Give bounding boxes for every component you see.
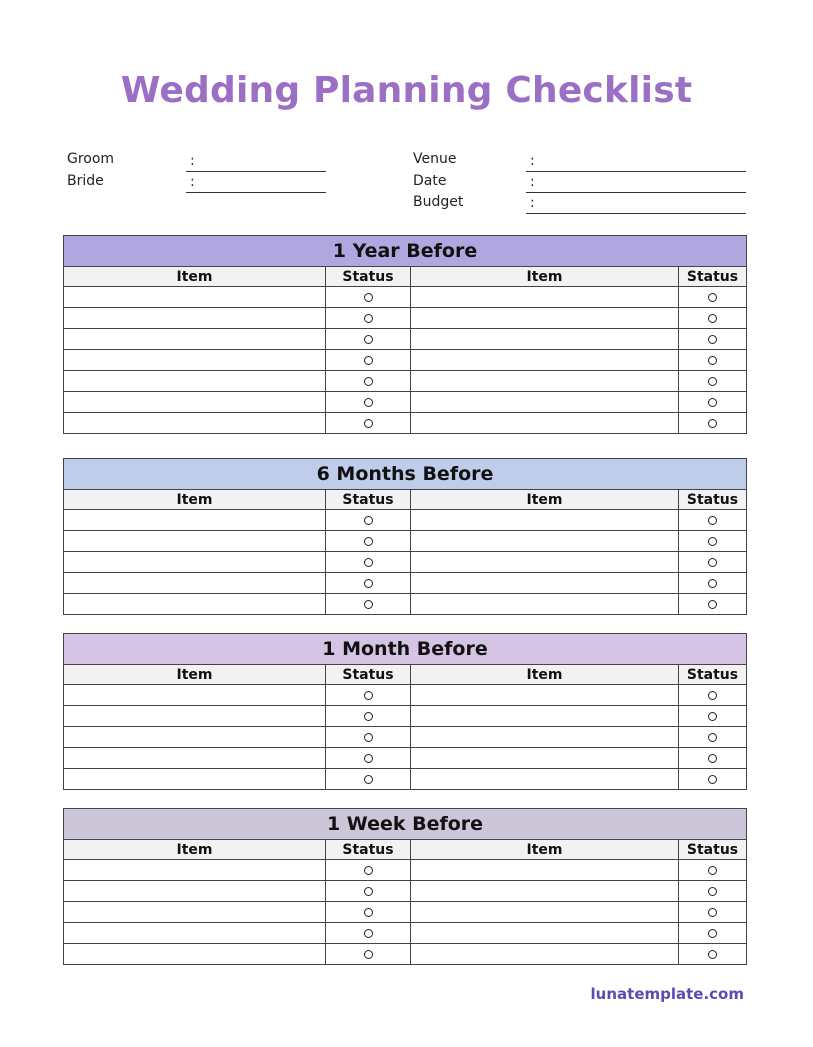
item-cell[interactable] [411, 308, 679, 329]
status-column-header: Status [679, 840, 747, 860]
status-cell[interactable] [679, 769, 747, 790]
table-row [64, 860, 747, 881]
section-1-month-before [63, 633, 746, 790]
status-circle-icon[interactable] [364, 579, 373, 588]
venue-label: Venue [413, 151, 457, 167]
status-circle-icon[interactable] [708, 377, 717, 386]
checklist-table [63, 633, 747, 790]
status-cell[interactable] [679, 308, 747, 329]
section-title: 6 Months Before [64, 459, 747, 490]
status-circle-icon[interactable] [708, 419, 717, 428]
status-cell[interactable] [679, 902, 747, 923]
status-circle-icon[interactable] [708, 314, 717, 323]
status-circle-icon[interactable] [708, 600, 717, 609]
table-row [64, 413, 747, 434]
status-circle-icon[interactable] [708, 950, 717, 959]
date-field[interactable] [526, 173, 746, 193]
status-cell[interactable] [679, 413, 747, 434]
status-column-header: Status [679, 665, 747, 685]
status-cell[interactable] [679, 748, 747, 769]
status-cell[interactable] [679, 860, 747, 881]
item-cell[interactable] [411, 881, 679, 902]
status-cell[interactable] [679, 510, 747, 531]
status-cell[interactable] [679, 552, 747, 573]
status-cell[interactable] [679, 329, 747, 350]
status-circle-icon[interactable] [708, 733, 717, 742]
item-column-header: Item [411, 665, 679, 685]
table-row [64, 510, 747, 531]
table-row [64, 594, 747, 615]
item-cell[interactable] [411, 287, 679, 308]
item-cell[interactable] [411, 413, 679, 434]
status-circle-icon[interactable] [364, 775, 373, 784]
table-row [64, 329, 747, 350]
item-cell[interactable] [64, 902, 326, 923]
item-column-header: Item [64, 665, 326, 685]
table-row [64, 531, 747, 552]
groom-field[interactable] [186, 152, 326, 172]
item-cell[interactable] [411, 573, 679, 594]
status-cell[interactable] [679, 923, 747, 944]
status-cell[interactable] [679, 531, 747, 552]
status-circle-icon[interactable] [708, 929, 717, 938]
status-cell[interactable] [679, 573, 747, 594]
status-circle-icon[interactable] [708, 579, 717, 588]
status-circle-icon[interactable] [364, 712, 373, 721]
status-cell[interactable] [326, 860, 411, 881]
item-cell[interactable] [64, 881, 326, 902]
status-circle-icon[interactable] [364, 733, 373, 742]
table-row [64, 573, 747, 594]
table-row [64, 727, 747, 748]
item-cell[interactable] [64, 510, 326, 531]
status-cell[interactable] [679, 685, 747, 706]
groom-colon: : [190, 153, 195, 169]
status-cell[interactable] [326, 392, 411, 413]
item-cell[interactable] [64, 371, 326, 392]
status-cell[interactable] [326, 944, 411, 965]
status-cell[interactable] [326, 573, 411, 594]
item-cell[interactable] [64, 748, 326, 769]
status-cell[interactable] [326, 350, 411, 371]
status-circle-icon[interactable] [364, 691, 373, 700]
groom-label: Groom [67, 151, 115, 167]
checklist-table [63, 808, 747, 965]
status-circle-icon[interactable] [364, 516, 373, 525]
item-cell[interactable] [64, 308, 326, 329]
item-cell[interactable] [64, 413, 326, 434]
item-cell[interactable] [411, 392, 679, 413]
item-cell[interactable] [64, 594, 326, 615]
status-cell[interactable] [326, 769, 411, 790]
status-column-header: Status [326, 840, 411, 860]
table-row [64, 287, 747, 308]
status-cell[interactable] [326, 371, 411, 392]
status-cell[interactable] [679, 594, 747, 615]
bride-colon: : [190, 174, 195, 190]
status-cell[interactable] [326, 552, 411, 573]
status-circle-icon[interactable] [364, 908, 373, 917]
status-cell[interactable] [679, 881, 747, 902]
status-circle-icon[interactable] [364, 754, 373, 763]
status-column-header: Status [679, 267, 747, 287]
status-cell[interactable] [326, 308, 411, 329]
status-cell[interactable] [679, 392, 747, 413]
status-column-header: Status [679, 490, 747, 510]
status-circle-icon[interactable] [364, 335, 373, 344]
status-cell[interactable] [679, 706, 747, 727]
item-column-header: Item [411, 490, 679, 510]
section-title: 1 Year Before [64, 236, 747, 267]
page-title: Wedding Planning Checklist [120, 70, 693, 111]
status-circle-icon[interactable] [708, 516, 717, 525]
table-row [64, 685, 747, 706]
status-cell[interactable] [326, 727, 411, 748]
table-row [64, 902, 747, 923]
venue-field[interactable] [526, 152, 746, 172]
date-label: Date [413, 173, 447, 189]
date-colon: : [530, 174, 535, 190]
table-row [64, 944, 747, 965]
status-circle-icon[interactable] [708, 558, 717, 567]
item-cell[interactable] [64, 392, 326, 413]
table-row [64, 881, 747, 902]
footer-link[interactable]: lunatemplate.com [590, 985, 744, 1003]
table-row [64, 552, 747, 573]
status-circle-icon[interactable] [708, 691, 717, 700]
status-cell[interactable] [326, 881, 411, 902]
item-column-header: Item [64, 840, 326, 860]
table-row [64, 371, 747, 392]
item-cell[interactable] [64, 860, 326, 881]
item-cell[interactable] [411, 329, 679, 350]
status-circle-icon[interactable] [708, 754, 717, 763]
status-circle-icon[interactable] [708, 712, 717, 721]
item-cell[interactable] [411, 944, 679, 965]
status-circle-icon[interactable] [364, 356, 373, 365]
status-circle-icon[interactable] [708, 398, 717, 407]
item-cell[interactable] [64, 769, 326, 790]
status-circle-icon[interactable] [708, 887, 717, 896]
status-circle-icon[interactable] [708, 335, 717, 344]
item-cell[interactable] [64, 287, 326, 308]
status-cell[interactable] [326, 594, 411, 615]
item-cell[interactable] [411, 860, 679, 881]
status-cell[interactable] [326, 748, 411, 769]
status-circle-icon[interactable] [364, 314, 373, 323]
bride-label: Bride [67, 173, 104, 189]
item-cell[interactable] [411, 902, 679, 923]
item-cell[interactable] [411, 706, 679, 727]
item-column-header: Item [411, 267, 679, 287]
item-cell[interactable] [411, 923, 679, 944]
status-cell[interactable] [326, 706, 411, 727]
status-cell[interactable] [326, 287, 411, 308]
status-column-header: Status [326, 490, 411, 510]
status-circle-icon[interactable] [364, 398, 373, 407]
item-cell[interactable] [64, 350, 326, 371]
status-cell[interactable] [326, 685, 411, 706]
status-cell[interactable] [326, 531, 411, 552]
item-cell[interactable] [411, 594, 679, 615]
status-circle-icon[interactable] [708, 866, 717, 875]
status-cell[interactable] [679, 287, 747, 308]
status-circle-icon[interactable] [364, 950, 373, 959]
status-circle-icon[interactable] [364, 377, 373, 386]
table-row [64, 706, 747, 727]
status-column-header: Status [326, 267, 411, 287]
table-row [64, 748, 747, 769]
status-circle-icon[interactable] [708, 356, 717, 365]
status-circle-icon[interactable] [708, 537, 717, 546]
item-cell[interactable] [64, 552, 326, 573]
status-cell[interactable] [326, 413, 411, 434]
item-cell[interactable] [64, 706, 326, 727]
status-column-header: Status [326, 665, 411, 685]
item-cell[interactable] [411, 685, 679, 706]
table-row [64, 308, 747, 329]
item-cell[interactable] [411, 531, 679, 552]
item-cell[interactable] [411, 510, 679, 531]
status-cell[interactable] [326, 329, 411, 350]
status-cell[interactable] [326, 510, 411, 531]
checklist-table [63, 235, 747, 434]
item-cell[interactable] [411, 350, 679, 371]
section-6-months-before [63, 458, 746, 615]
section-title: 1 Month Before [64, 634, 747, 665]
status-cell[interactable] [679, 727, 747, 748]
item-cell[interactable] [64, 944, 326, 965]
item-column-header: Item [64, 490, 326, 510]
item-cell[interactable] [64, 685, 326, 706]
status-circle-icon[interactable] [364, 887, 373, 896]
item-cell[interactable] [64, 531, 326, 552]
item-column-header: Item [64, 267, 326, 287]
status-circle-icon[interactable] [364, 293, 373, 302]
venue-colon: : [530, 153, 535, 169]
status-circle-icon[interactable] [364, 419, 373, 428]
section-title: 1 Week Before [64, 809, 747, 840]
status-cell[interactable] [679, 350, 747, 371]
status-circle-icon[interactable] [708, 293, 717, 302]
status-circle-icon[interactable] [708, 775, 717, 784]
status-circle-icon[interactable] [364, 537, 373, 546]
status-circle-icon[interactable] [364, 600, 373, 609]
status-cell[interactable] [326, 902, 411, 923]
item-column-header: Item [411, 840, 679, 860]
budget-label: Budget [413, 194, 464, 210]
budget-field[interactable] [526, 194, 746, 214]
table-row [64, 350, 747, 371]
table-row [64, 392, 747, 413]
status-circle-icon[interactable] [708, 908, 717, 917]
table-row [64, 769, 747, 790]
status-cell[interactable] [679, 371, 747, 392]
item-cell[interactable] [411, 371, 679, 392]
section-1-year-before [63, 235, 746, 434]
status-circle-icon[interactable] [364, 866, 373, 875]
bride-field[interactable] [186, 173, 326, 193]
status-circle-icon[interactable] [364, 558, 373, 567]
item-cell[interactable] [64, 923, 326, 944]
item-cell[interactable] [64, 573, 326, 594]
item-cell[interactable] [411, 727, 679, 748]
item-cell[interactable] [411, 769, 679, 790]
item-cell[interactable] [64, 727, 326, 748]
status-cell[interactable] [679, 944, 747, 965]
status-circle-icon[interactable] [364, 929, 373, 938]
checklist-table [63, 458, 747, 615]
section-1-week-before [63, 808, 746, 965]
status-cell[interactable] [326, 923, 411, 944]
item-cell[interactable] [64, 329, 326, 350]
budget-colon: : [530, 195, 535, 211]
table-row [64, 923, 747, 944]
item-cell[interactable] [411, 748, 679, 769]
item-cell[interactable] [411, 552, 679, 573]
